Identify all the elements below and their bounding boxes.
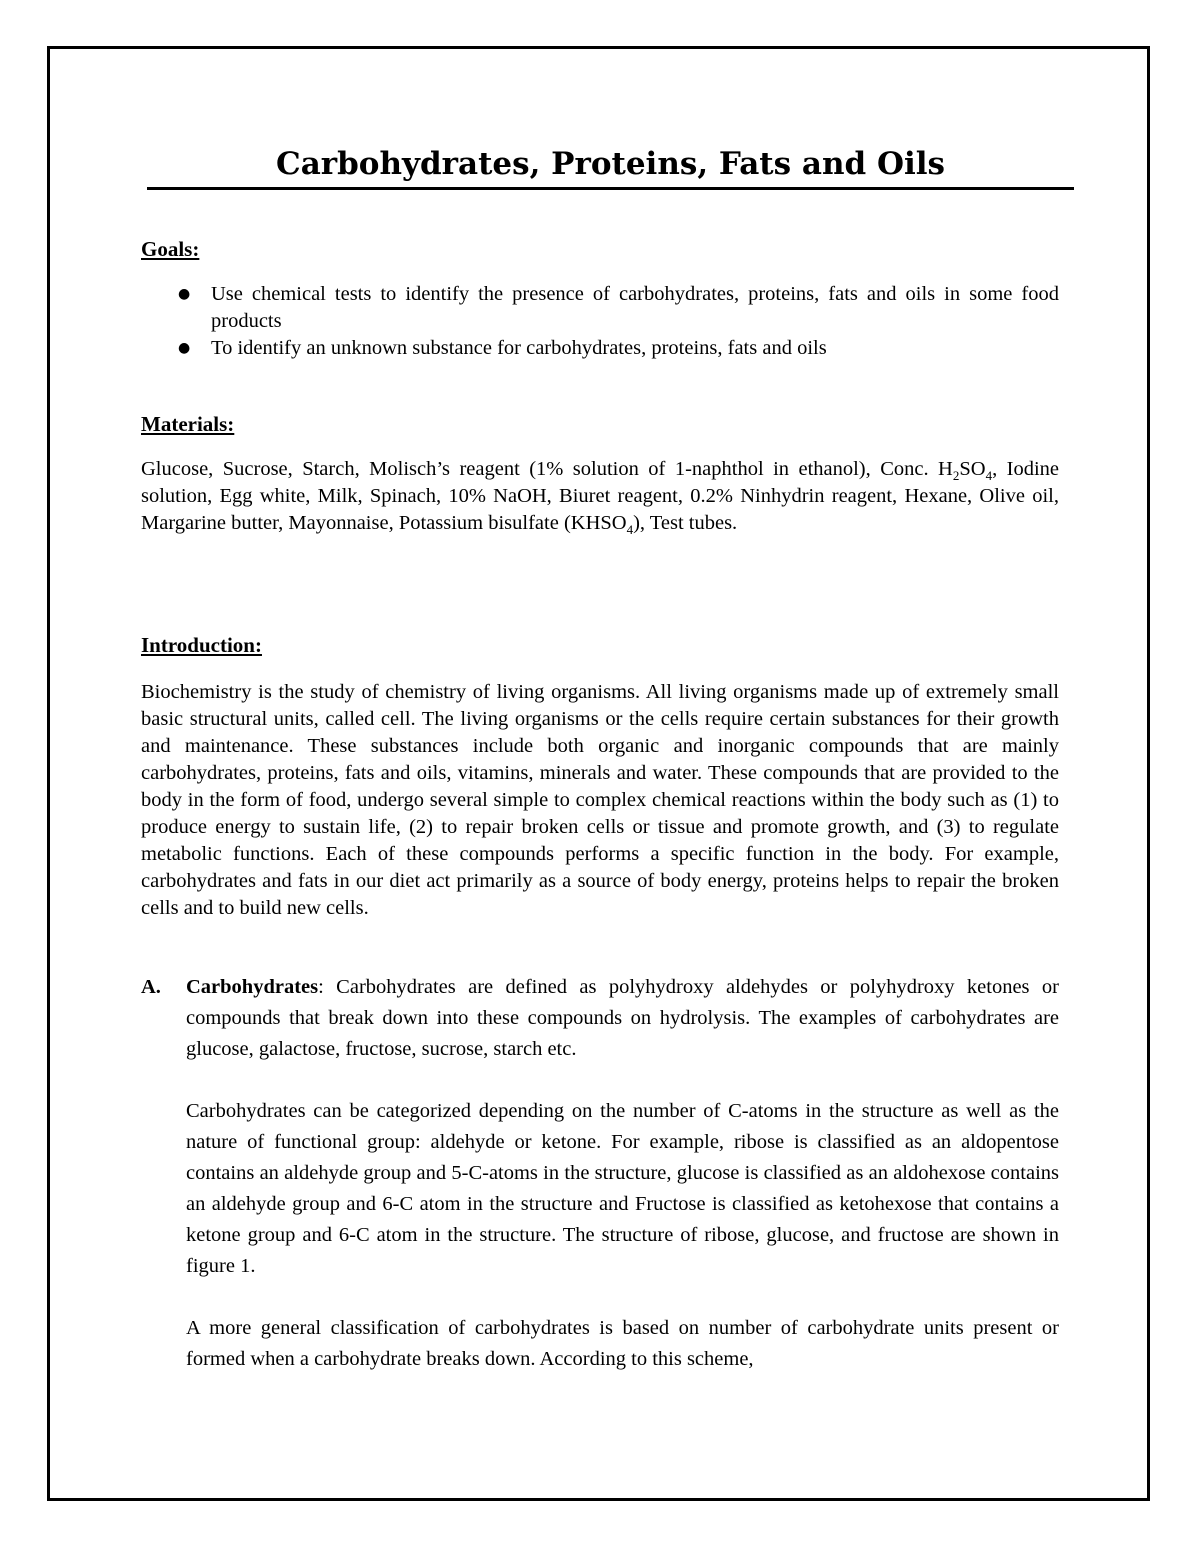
materials-text: Glucose, Sucrose, Starch, Molisch’s reagent (1% solution of 1-naphthol in ethanol), Conc. H (141, 458, 953, 480)
general-classification-paragraph: A more general classification of carbohydrates is based on number of carbohydrate units present or formed when a carbohydrate breaks down. According to this scheme, (186, 1317, 1059, 1370)
subscript: 4 (985, 468, 993, 484)
goals-heading: Goals: (141, 237, 200, 261)
classification-paragraph: Carbohydrates can be categorized depending on the number of C-atoms in the structure as well as the nature of functional group: aldehyde or ketone. For example, ribose is classified as an aldopentose contains an aldehyde group and 5-C-atoms in the structure, glucose is classified as an aldohexose contains an aldehyde group and 6-C atom in the structure and Fructose is classified as ketohexose that contains a ketone group and 6-C atom in the structure. The structure of ribose, glucose, and fructose are shown in figure 1. (186, 1100, 1059, 1277)
bullet-icon: ● (178, 286, 191, 302)
introduction-paragraph: Biochemistry is the study of chemistry of living organisms. All living organisms made up of extremely small basic structural units, called cell. The living organisms or the cells require certain substances for their growth and maintenance. These substances include both organic and inorganic compounds that are mainly carbohydrates, proteins, fats and oils, vitamins, minerals and water. These compounds that are provided to the body in the form of food, undergo several simple to complex chemical reactions within the body such as (1) to produce energy to sustain life, (2) to repair broken cells or tissue and promote growth, and (3) to regulate metabolic functions. Each of these compounds performs a specific function in the body. For example, carbohydrates and fats in our diet act primarily as a source of body energy, proteins helps to repair the broken cells and to build new cells. (141, 681, 1059, 919)
section-marker: A. (141, 976, 161, 998)
goal-item (141, 281, 1059, 335)
subscript: 2 (952, 468, 960, 484)
title-underline (147, 187, 1074, 190)
materials-heading: Materials: (141, 412, 235, 436)
definition-text: : Carbohydrates are defined as polyhydroxy aldehydes or polyhydroxy ketones or compounds that break down into these compounds on hydrolysis. The examples of carbohydrates are glucose, galactose, fructose, sucrose, starch etc. (186, 976, 1059, 1060)
materials-text: SO (959, 458, 986, 480)
goal-item (141, 335, 1059, 362)
materials-text: , Iodine solution, Egg white, Milk, Spinach, 10% NaOH, Biuret reagent, 0.2% Ninhydrin reagent, Hexane, Olive oil, Margarine butter, Mayonnaise, Potassium bisulfate (KHSO (141, 458, 1059, 534)
materials-paragraph (141, 456, 1059, 537)
section-body (186, 972, 1059, 1375)
section-term: Carbohydrates (186, 976, 319, 998)
introduction-heading: Introduction: (141, 633, 262, 657)
goal-text: To identify an unknown substance for carbohydrates, proteins, fats and oils (211, 337, 827, 359)
goal-text: Use chemical tests to identify the presence of carbohydrates, proteins, fats and oils in some food products (211, 283, 1059, 332)
goals-list (141, 281, 1059, 362)
bullet-icon: ● (178, 340, 191, 356)
document-title: Carbohydrates, Proteins, Fats and Oils (276, 146, 945, 182)
materials-text: ), Test tubes. (633, 512, 738, 534)
carbohydrates-definition (186, 972, 1059, 1065)
section-carbohydrates (141, 972, 1059, 1375)
subscript: 4 (626, 522, 634, 538)
